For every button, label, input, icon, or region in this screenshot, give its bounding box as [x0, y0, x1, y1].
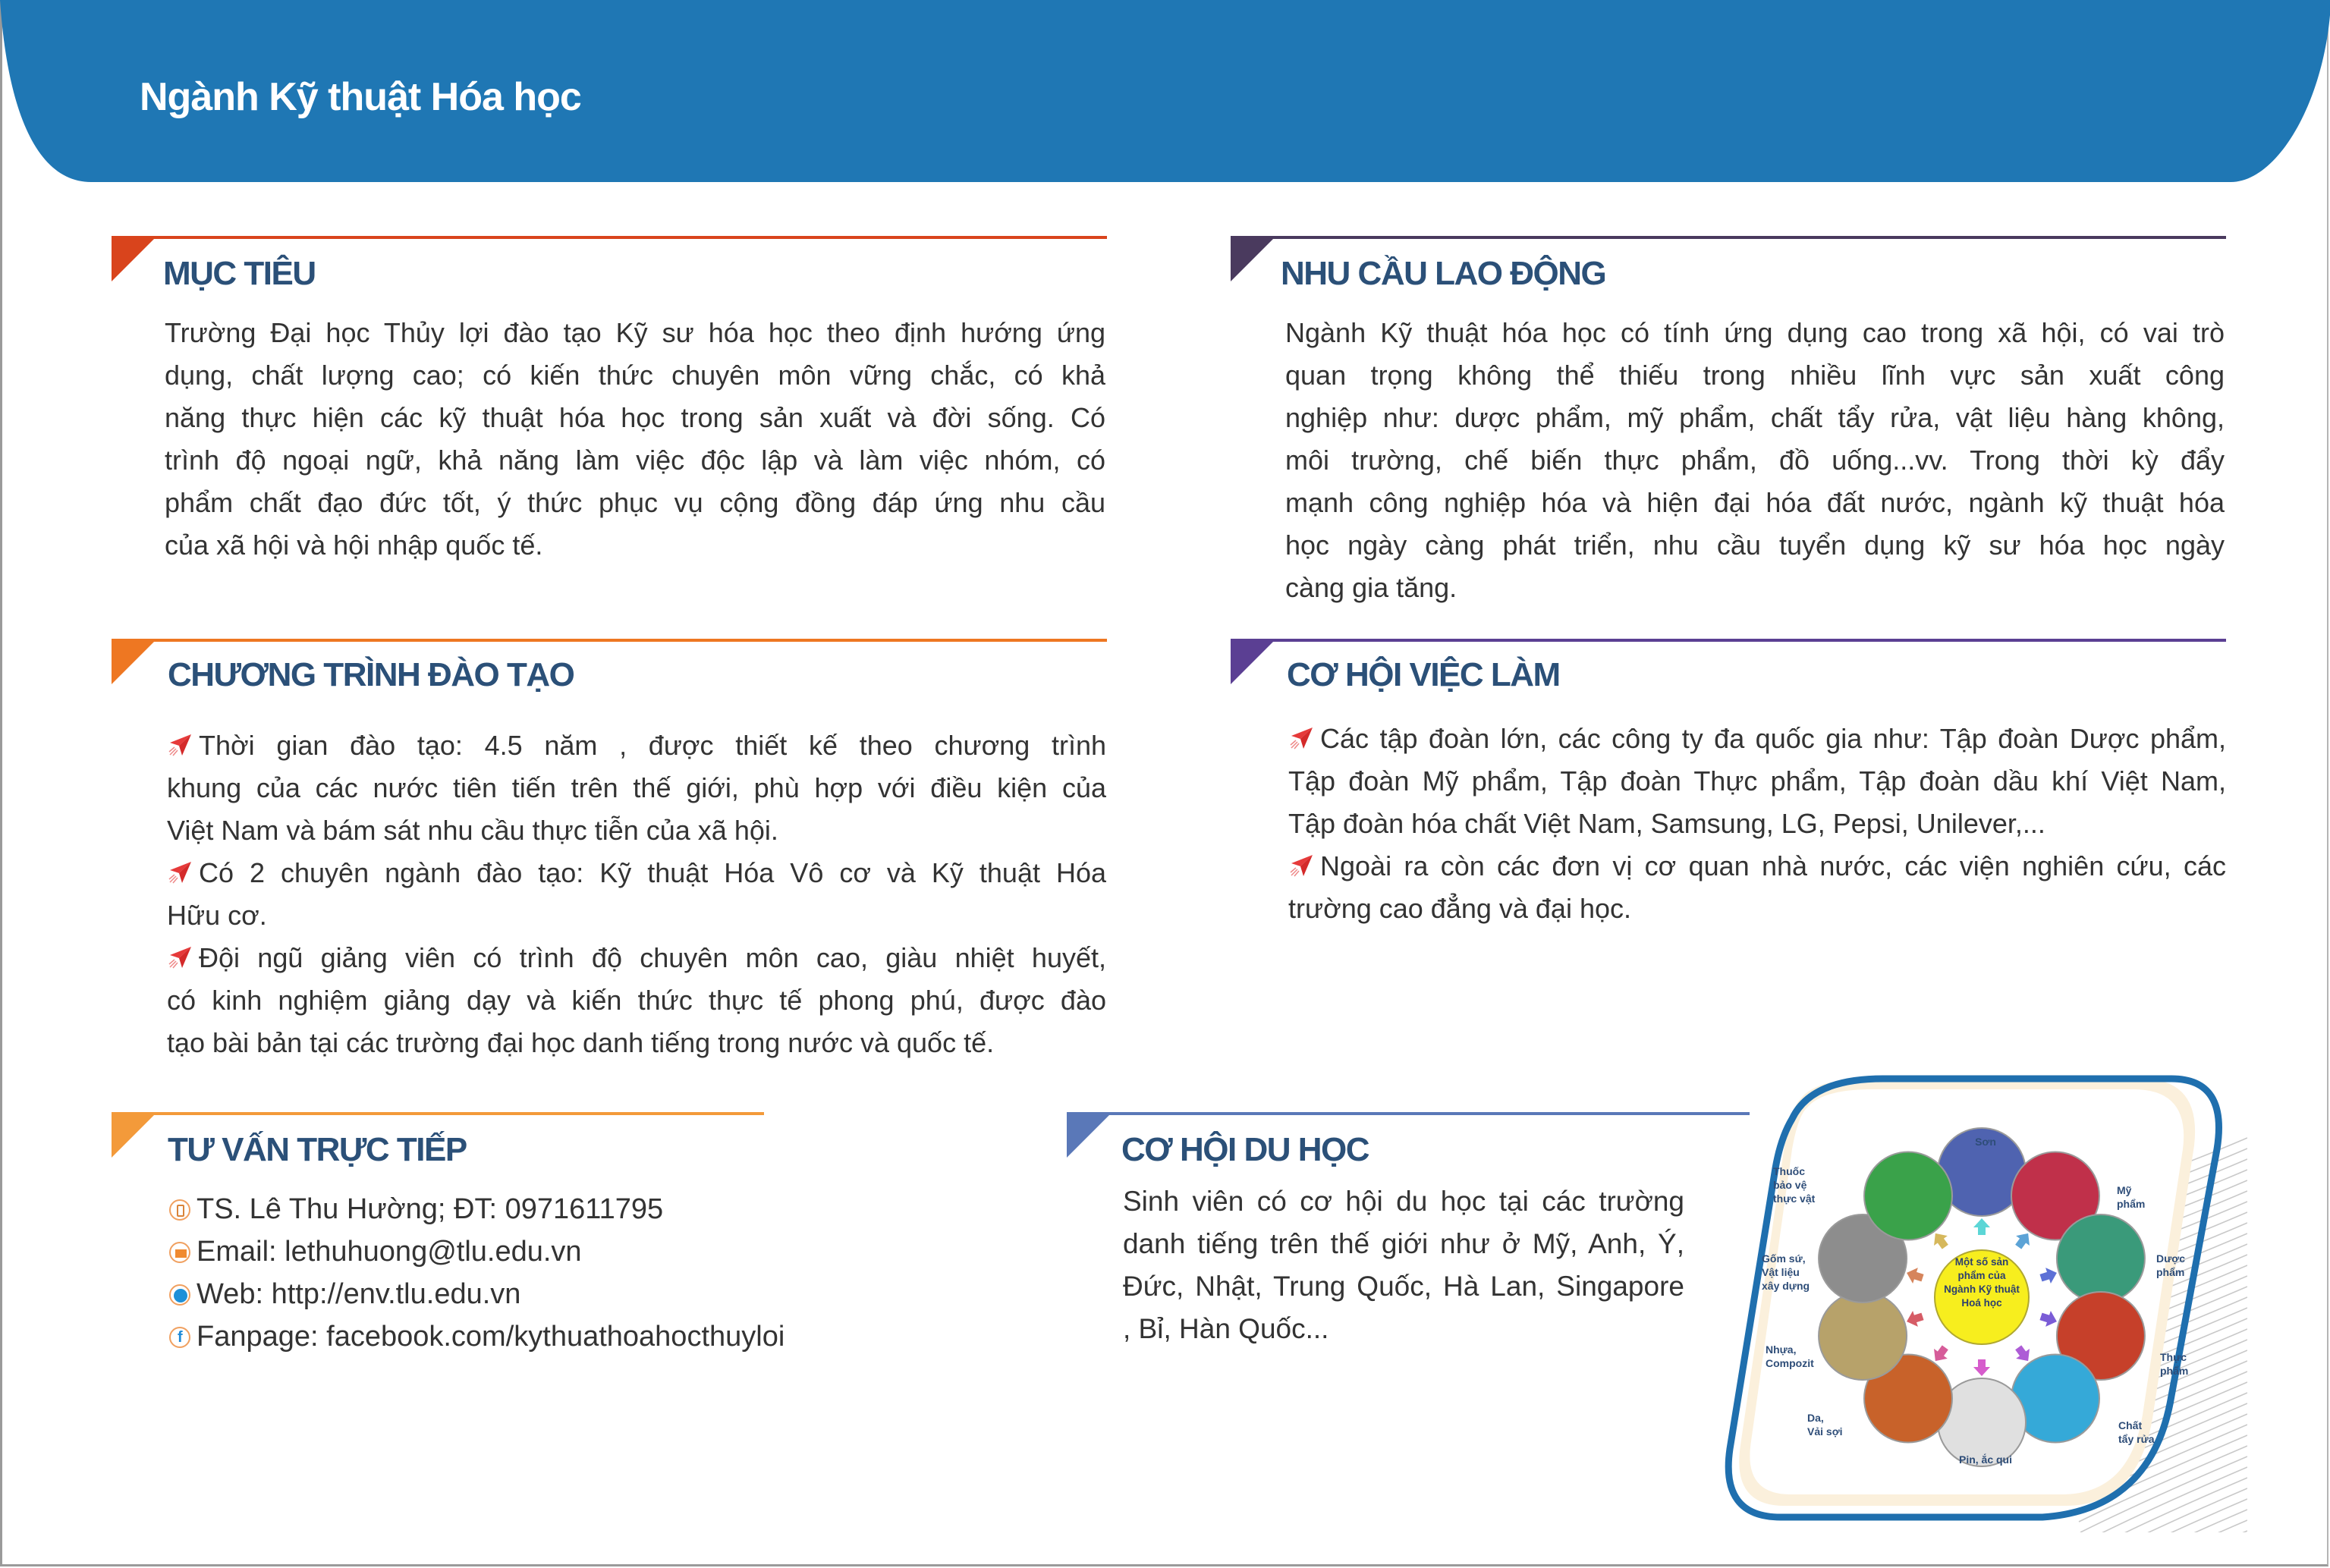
- text-line: mạnh công nghiệp hóa và hiện đại hóa đất nước, ngành kỹ thuật hóa: [1285, 487, 2225, 518]
- bullet-text: Ngoài ra còn các đơn vị cơ quan nhà nước, các viện nghiên cứu, các: [1320, 850, 2226, 881]
- text-line: Trường Đại học Thủy lợi đào tạo Kỹ sư hóa học theo định hướng ứng: [165, 317, 1105, 348]
- decor-line: [2091, 1531, 2247, 1532]
- contact-list: [169, 1188, 785, 1358]
- text-line: nghiệp như: dược phẩm, mỹ phẩm, chất tẩy rửa, vật liệu hàng không,: [1285, 402, 2225, 433]
- bullet-item: [1288, 718, 2226, 845]
- page-title: Ngành Kỹ thuật Hóa học: [140, 75, 581, 119]
- contact-item: [169, 1273, 776, 1315]
- section-accent-triangle: [112, 236, 157, 281]
- text-line: [1288, 803, 2226, 845]
- wheel-item-label: Sơn: [1975, 1136, 1996, 1148]
- facebook-icon: f: [169, 1327, 190, 1348]
- phone-icon: [169, 1199, 190, 1221]
- bullet-text: trường cao đẳng và đại học.: [1288, 893, 1631, 924]
- text-line: , Bỉ, Hàn Quốc...: [1123, 1313, 1329, 1344]
- bullet-text: Tập đoàn Mỹ phẩm, Tập đoàn Thực phẩm, Tập đoàn dầu khí Việt Nam,: [1288, 765, 2226, 797]
- text-line: [1288, 760, 2226, 803]
- paper-plane-icon: [167, 859, 193, 885]
- section-title: CHƯƠNG TRÌNH ĐÀO TẠO: [168, 656, 574, 693]
- bullet-text: Hữu cơ.: [167, 900, 267, 931]
- section-body: [165, 312, 1105, 567]
- wheel-item-label: Da, Vải sợi: [1807, 1412, 1843, 1438]
- text-line: [167, 809, 1106, 852]
- bullet-text: Việt Nam và bám sát nhu cầu thực tiễn của xã hội.: [167, 815, 778, 846]
- wheel-item-label: Thuốc bảo vệ thực vật: [1773, 1165, 1816, 1205]
- section-tu-van-truc-tiep: [112, 1112, 785, 1362]
- decor-line: [2086, 1499, 2247, 1532]
- section-rule: [112, 1112, 764, 1115]
- wheel-item-label: Nhựa, Compozit: [1766, 1343, 1814, 1369]
- text-line: năng thực hiện các kỹ thuật hóa học trong sản xuất và đời sống. Có: [165, 402, 1105, 433]
- contact-text: TS. Lê Thu Hường; ĐT: 0971611795: [197, 1193, 664, 1225]
- text-line: học ngày càng phát triển, nhu cầu tuyển dụng kỹ sư hóa học ngày: [1285, 529, 2225, 561]
- bullet-text: Các tập đoàn lớn, các công ty đa quốc gia như: Tập đoàn Dược phẩm,: [1320, 723, 2226, 754]
- section-rule: [112, 236, 1107, 239]
- text-line: [1288, 718, 2226, 760]
- wheel-item-label: Chất tẩy rửa: [2118, 1419, 2155, 1445]
- section-title: NHU CẦU LAO ĐỘNG: [1281, 255, 1606, 292]
- paper-plane-icon: [167, 944, 193, 970]
- paper-plane-icon: [1288, 725, 1314, 751]
- text-line: Ngành Kỹ thuật hóa học có tính ứng dụng cao trong xã hội, có vai trò: [1285, 317, 2225, 348]
- bullet-item: [167, 852, 1106, 937]
- contact-text: Fanpage: facebook.com/kythuathoahocthuyloi: [197, 1321, 785, 1353]
- section-accent-triangle: [1231, 236, 1276, 281]
- text-line: Đức, Nhật, Trung Quốc, Hà Lan, Singapore: [1123, 1271, 1684, 1302]
- bullet-text: Đội ngũ giảng viên có trình độ chuyên môn cao, giàu nhiệt huyết,: [199, 942, 1106, 973]
- section-accent-triangle: [112, 1112, 157, 1158]
- section-body: [1288, 718, 2226, 930]
- text-line: quan trọng không thể thiếu trong nhiều lĩnh vực sản xuất công: [1285, 360, 2225, 391]
- section-nhu-cau-lao-dong: [1231, 236, 2226, 615]
- contact-text: Web: http://env.tlu.edu.vn: [197, 1278, 521, 1310]
- section-muc-tieu: [112, 236, 1107, 570]
- contact-item: [169, 1230, 776, 1273]
- section-body: [1123, 1180, 1684, 1350]
- text-line: Sinh viên có cơ hội du học tại các trường: [1123, 1186, 1684, 1217]
- text-line: [167, 894, 1106, 937]
- bullet-item: [167, 724, 1106, 852]
- wheel-item-label: Dược phẩm: [2156, 1252, 2185, 1278]
- section-title: CƠ HỘI VIỆC LÀM: [1287, 656, 1560, 693]
- bullet-item: [1288, 845, 2226, 930]
- section-accent-triangle: [1231, 639, 1276, 684]
- wheel-item-label: Mỹ phẩm: [2117, 1184, 2146, 1210]
- email-icon: [169, 1242, 190, 1263]
- bullet-text: tạo bài bản tại các trường đại học danh tiếng trong nước và quốc tế.: [167, 1027, 995, 1058]
- contact-item: [169, 1188, 776, 1230]
- section-title: TƯ VẤN TRỰC TIẾP: [168, 1131, 467, 1168]
- decor-line: [2089, 1520, 2247, 1532]
- header-banner: [0, 0, 2330, 182]
- section-body: [1285, 312, 2225, 609]
- section-rule: [1231, 639, 2226, 642]
- text-line: [1288, 888, 2226, 930]
- globe-icon: [169, 1284, 190, 1306]
- section-rule: [112, 639, 1107, 642]
- bullet-text: khung của các nước tiên tiến trên thế giới, phù hợp với điều kiện của: [167, 772, 1106, 803]
- text-line: phẩm chất đạo đức tốt, ý thức phục vụ cộng đồng đáp ứng nhu cầu: [165, 487, 1105, 518]
- product-photo-circle: [2057, 1214, 2145, 1302]
- text-line: [167, 724, 1106, 767]
- wheel-item-label: Thực phẩm: [2160, 1351, 2189, 1377]
- text-line: [167, 979, 1106, 1022]
- contact-item: [169, 1315, 785, 1358]
- product-photo-circle: [1819, 1292, 1907, 1380]
- text-line: danh tiếng trên thế giới như ở Mỹ, Anh, Ý,: [1123, 1228, 1684, 1259]
- paper-plane-icon: [167, 732, 193, 758]
- wheel-item-label: Pin, ắc qui: [1958, 1453, 2012, 1466]
- section-body: [167, 724, 1106, 1064]
- section-title: MỤC TIÊU: [163, 255, 316, 292]
- product-photo-circle: [1864, 1152, 1952, 1240]
- text-line: dụng, chất lượng cao; có kiến thức chuyên môn vững chắc, có khả: [165, 360, 1105, 391]
- bullet-item: [167, 937, 1106, 1064]
- section-chuong-trinh-dao-tao: [112, 639, 1107, 1079]
- bullet-text: Có 2 chuyên ngành đào tạo: Kỹ thuật Hóa Vô cơ và Kỹ thuật Hóa: [199, 857, 1106, 888]
- contact-text: Email: lethuhuong@tlu.edu.vn: [197, 1236, 582, 1268]
- wheel-item-label: Gốm sứ, Vật liệu xây dựng: [1762, 1252, 1810, 1292]
- section-accent-triangle: [112, 639, 157, 684]
- bullet-text: có kinh nghiệm giảng dạy và kiến thức thực tế phong phú, được đào: [167, 985, 1106, 1016]
- section-rule: [1231, 236, 2226, 239]
- section-co-hoi-viec-lam: [1231, 639, 2226, 942]
- text-line: [167, 767, 1106, 809]
- text-line: [1288, 845, 2226, 888]
- wheel-center-label: Một số sản phẩm của Ngành Kỹ thuật Hoá học: [1944, 1256, 2020, 1309]
- paper-plane-icon: [1288, 853, 1314, 878]
- text-line: trình độ ngoại ngữ, khả năng làm việc độc lập và làm việc nhóm, có: [165, 445, 1105, 476]
- bullet-text: Thời gian đào tạo: 4.5 năm , được thiết kế theo chương trình: [199, 730, 1106, 761]
- section-co-hoi-du-hoc: [1067, 1112, 1750, 1362]
- section-accent-triangle: [1067, 1112, 1112, 1158]
- text-line: [167, 937, 1106, 979]
- product-wheel-image: [1716, 1062, 2247, 1532]
- text-line: môi trường, chế biến thực phẩm, đồ uống...vv. Trong thời kỳ đẩy: [1285, 445, 2225, 476]
- text-line: của xã hội và hội nhập quốc tế.: [165, 529, 543, 561]
- text-line: càng gia tăng.: [1285, 572, 1457, 603]
- bullet-text: Tập đoàn hóa chất Việt Nam, Samsung, LG, Pepsi, Unilever,...: [1288, 808, 2045, 839]
- text-line: [167, 852, 1106, 894]
- section-title: CƠ HỘI DU HỌC: [1121, 1131, 1369, 1168]
- section-rule: [1067, 1112, 1750, 1115]
- text-line: [167, 1022, 1106, 1064]
